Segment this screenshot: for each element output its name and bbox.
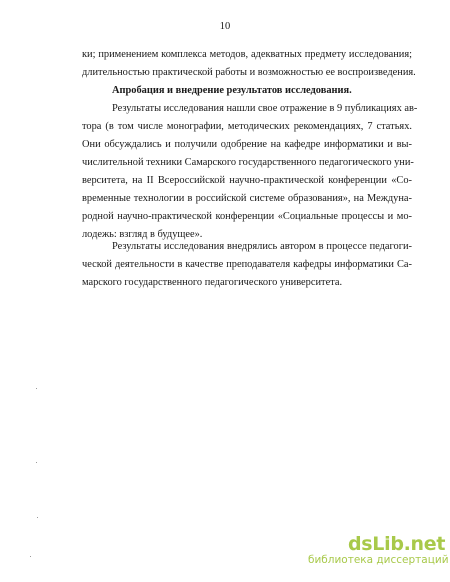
text-line: верситета, на II Всероссийской научно-практической конференции «Со- (82, 175, 412, 186)
scan-speck (36, 462, 37, 463)
section-heading: Апробация и внедрение результатов исследования. (112, 85, 352, 96)
paragraph-approbation (82, 100, 418, 244)
text-line: Результаты исследования нашли свое отражение в 9 публикациях ав- (112, 103, 418, 114)
scan-speck (37, 517, 38, 518)
scan-speck (36, 388, 37, 389)
scan-speck (30, 556, 31, 557)
text-line: временные технологии в российской системе образования», на Междуна- (82, 193, 412, 204)
section-heading-block (82, 82, 412, 100)
text-line: длительностью практической работы и возможностью ее воспроизведения. (82, 67, 416, 78)
watermark-subtitle: библиотека диссертаций (308, 554, 449, 566)
text-line: тора (в том числе монографии, методических рекомендациях, 7 статьях. (82, 121, 412, 132)
watermark-logo: dsLib.net (348, 533, 446, 555)
dslib-watermark[interactable] (308, 533, 449, 567)
text-line: ческой деятельности в качестве преподавателя кафедры информатики Са- (82, 259, 412, 270)
page-number: 10 (219, 21, 231, 32)
text-line: ки; применением комплекса методов, адекватных предмету исследования; (82, 49, 412, 60)
text-line: марского государственного педагогического университета. (82, 277, 343, 288)
text-line: Результаты исследования внедрялись автором в процессе педагоги- (112, 241, 412, 252)
text-line: лодежь: взгляд в будущее». (82, 229, 203, 240)
text-line: Они обсуждались и получили одобрение на кафедре информатики и вы- (82, 139, 412, 150)
text-line: родной научно-практической конференции «Социальные процессы и мо- (82, 211, 412, 222)
paragraph-implementation (82, 238, 412, 292)
text-line: числительной техники Самарского государственного педагогического уни- (82, 157, 414, 168)
intro-text (82, 46, 416, 82)
